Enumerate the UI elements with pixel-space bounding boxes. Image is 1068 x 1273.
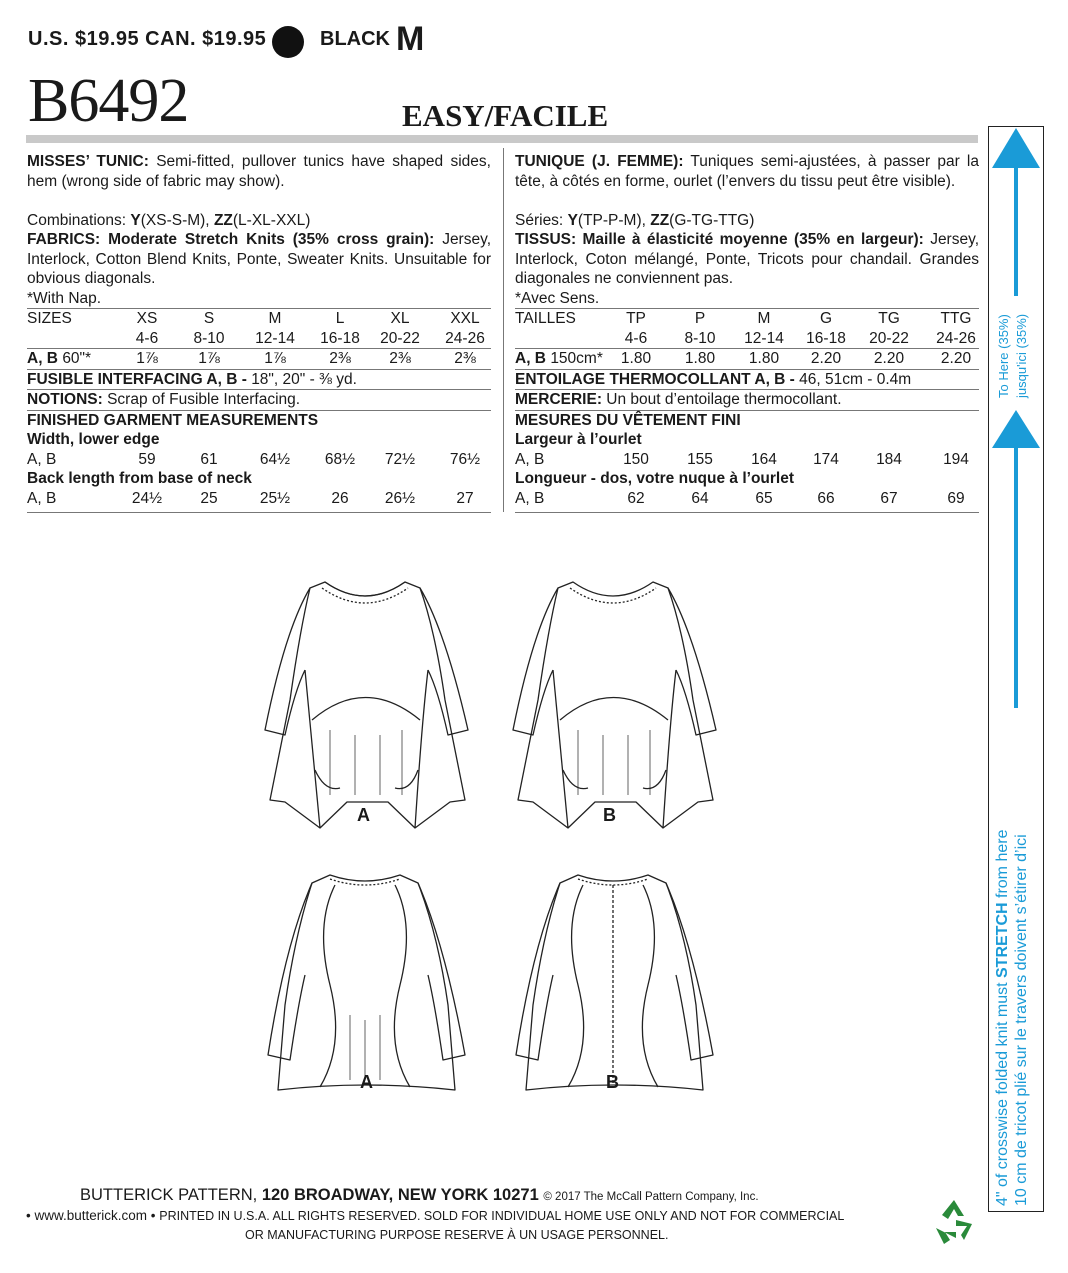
yardage-cell: 1⅞	[264, 350, 286, 367]
stretch-en-pre: 4" of crosswise folded knit must	[994, 982, 1011, 1206]
size-header: TP	[626, 310, 646, 327]
size-range: 24-26	[445, 329, 485, 347]
measure-cell: 26½	[384, 489, 416, 507]
footer-rights-2: OR MANUFACTURING PURPOSE RESERVE À UN USAGE PERSONNEL.	[245, 1228, 669, 1242]
back-view-a-drawing	[268, 875, 465, 1090]
en-row-label: A, B	[27, 489, 57, 507]
size-header: L	[335, 310, 345, 327]
measure-cell: 26	[331, 489, 349, 507]
measure-cell: 184	[876, 450, 902, 468]
measure-cell: 64	[691, 489, 709, 507]
measure-cell: 194	[943, 450, 969, 468]
column-separator	[503, 148, 504, 512]
size-header: G	[819, 310, 833, 327]
size-header: XL	[390, 310, 410, 327]
stretch-fr: 10 cm de tricot plié sur le travers doivent s’étirer d’ici	[1013, 834, 1030, 1206]
arrow-up-icon	[992, 128, 1040, 296]
en-desc: Semi-fitted, pullover tunics have shaped sides, hem (wrong side of fabric may show).	[27, 153, 491, 190]
measure-cell: 65	[755, 489, 773, 507]
yardage-cell: 2⅜	[389, 350, 411, 367]
measure-cell: 76½	[449, 450, 481, 468]
fr-notions-label: MERCERIE:	[515, 391, 602, 408]
size-header: M	[757, 310, 771, 327]
measure-cell: 68½	[324, 450, 356, 468]
en-width-row	[27, 450, 491, 470]
size-range: 12-14	[744, 329, 784, 347]
en-title: MISSES’ TUNIC:	[27, 153, 149, 170]
yardage-cell: 2⅜	[454, 350, 476, 367]
en-ab-width: 60"*	[62, 350, 92, 367]
measure-cell: 25	[200, 489, 218, 507]
yardage-cell: 1⅞	[136, 350, 158, 367]
footer-copyright: © 2017 The McCall Pattern Company, Inc.	[543, 1191, 759, 1203]
front-view-a-drawing	[265, 582, 468, 828]
fr-back-row	[515, 489, 979, 509]
fr-title: TUNIQUE (J. FEMME):	[515, 153, 684, 170]
stretch-en-bold: STRETCH	[994, 902, 1011, 978]
fr-nap: *Avec Sens.	[515, 289, 600, 307]
en-combinations-label: Combinations:	[27, 211, 127, 229]
to-here-fr: jusqu'ici (35%)	[1014, 313, 1029, 398]
en-size-ranges-row	[27, 329, 491, 349]
pattern-number: B6492	[28, 67, 189, 135]
stretch-en-post: from here	[994, 829, 1011, 898]
footer-company: BUTTERICK PATTERN,	[80, 1186, 258, 1204]
size-range: 4-6	[624, 329, 648, 347]
yardage-cell: 2⅜	[329, 350, 351, 367]
fr-width-row	[515, 450, 979, 470]
measure-cell: 27	[456, 489, 474, 507]
measure-cell: 62	[627, 489, 645, 507]
en-comb-y-sizes: (XS-S-M),	[140, 211, 210, 229]
fr-notions-text: Un bout d’entoilage thermocollant.	[606, 391, 842, 408]
en-comb-y: Y	[130, 211, 141, 229]
en-comb-zz: ZZ	[213, 211, 233, 229]
size-header: M	[268, 310, 282, 327]
fr-finished-label: MESURES DU VÊTEMENT FINI	[515, 411, 741, 429]
en-back-row	[27, 489, 491, 509]
back-view-b-drawing	[516, 875, 713, 1090]
measure-cell: 164	[751, 450, 777, 468]
yardage-cell: 2.20	[810, 350, 842, 367]
measure-cell: 66	[817, 489, 835, 507]
size-range: 8-10	[193, 329, 225, 347]
en-back-label: Back length from base of neck	[27, 470, 252, 487]
footer-company-line	[80, 1186, 759, 1205]
en-notions-text: Scrap of Fusible Interfacing.	[107, 391, 301, 408]
en-row-label: A, B	[27, 450, 57, 468]
fr-fabrics-text: Jersey, Interlock, Coton mélangé, Ponte, Tricots pour chandail. Grandes diagonales ne conviennent pas.	[515, 231, 979, 287]
size-range: 20-22	[869, 329, 909, 347]
footer-rights-line: • www.butterick.com • PRINTED IN U.S.A. ALL RIGHTS RESERVED. SOLD FOR INDIVIDUAL HOME USE ONLY AND NOT FOR COMMERCIAL	[26, 1208, 845, 1223]
fr-width-label: Largeur à l’ourlet	[515, 431, 642, 448]
fr-comb-y: Y	[567, 211, 578, 229]
size-header: XXL	[450, 310, 480, 327]
en-fusible-label: FUSIBLE INTERFACING A, B -	[27, 370, 247, 388]
size-header: TTG	[940, 310, 972, 327]
measure-cell: 24½	[131, 489, 163, 507]
stretch-arrows	[990, 126, 1042, 716]
fr-size-ranges-row	[515, 329, 979, 349]
yardage-cell: 2.20	[873, 350, 905, 367]
size-header: P	[694, 310, 706, 327]
size-range: 8-10	[684, 329, 716, 347]
price-label: U.S. $19.95 CAN. $19.95	[28, 28, 267, 50]
recycle-icon	[928, 1196, 980, 1248]
measure-cell: 174	[813, 450, 839, 468]
fr-sizes-row	[515, 309, 979, 329]
en-finished-label: FINISHED GARMENT MEASUREMENTS	[27, 411, 319, 429]
fr-fusible-label: ENTOILAGE THERMOCOLLANT A, B -	[515, 370, 795, 388]
fr-fusible-text: 46, 51cm - 0.4m	[799, 370, 912, 388]
circle-icon	[272, 26, 304, 58]
en-fabrics-label: FABRICS: Moderate Stretch Knits (35% cross grain):	[27, 231, 435, 248]
size-range: 16-18	[806, 329, 846, 347]
yardage-cell: 1.80	[684, 350, 716, 367]
size-range: 4-6	[135, 329, 159, 347]
fr-comb-zz-sizes: (G-TG-TTG)	[669, 211, 755, 229]
en-fabrics-text: Jersey, Interlock, Cotton Blend Knits, Ponte, Sweater Knits. Unsuitable for obvious diagonals.	[27, 231, 491, 287]
yardage-cell: 1.80	[748, 350, 780, 367]
size-code: M	[396, 20, 425, 58]
view-label-back-a: A	[360, 1072, 373, 1092]
view-label-back-b: B	[606, 1072, 619, 1092]
yardage-cell: 2.20	[940, 350, 972, 367]
en-sizes-label: SIZES	[27, 310, 72, 327]
en-sizes-row	[27, 309, 491, 329]
fr-ab-label: A, B	[515, 350, 546, 367]
en-nap: *With Nap.	[27, 289, 102, 307]
measure-cell: 69	[947, 489, 965, 507]
footer-website[interactable]: www.butterick.com	[34, 1208, 148, 1223]
en-comb-zz-sizes: (L-XL-XXL)	[232, 211, 311, 229]
size-range: 20-22	[380, 329, 420, 347]
measure-cell: 150	[623, 450, 649, 468]
footer-rights-1: PRINTED IN U.S.A. ALL RIGHTS RESERVED. SOLD FOR INDIVIDUAL HOME USE ONLY AND NOT FOR COMMERCIAL	[159, 1209, 845, 1223]
fr-sizes-label: TAILLES	[515, 310, 576, 327]
fr-series-label: Séries:	[515, 211, 564, 229]
stretch-en	[994, 830, 1012, 1206]
front-view-b-drawing	[513, 582, 716, 828]
fr-desc: Tuniques semi-ajustées, à passer par la tête, à côtés en forme, ourlet (l’envers du tissu peut être visible).	[515, 153, 979, 190]
measure-cell: 67	[880, 489, 898, 507]
measure-cell: 59	[138, 450, 156, 468]
garment-illustrations	[250, 570, 730, 1130]
fr-row-label: A, B	[515, 450, 545, 468]
fr-fabrics-label: TISSUS: Maille à élasticité moyenne (35% en largeur):	[515, 231, 924, 248]
fr-back-label: Longueur - dos, votre nuque à l’ourlet	[515, 470, 795, 487]
en-fusible-text: 18", 20" - ⅜ yd.	[251, 370, 357, 388]
divider	[515, 512, 979, 513]
yardage-cell: 1⅞	[198, 350, 220, 367]
fr-yardage-row	[515, 349, 979, 369]
en-ab-label: A, B	[27, 350, 58, 367]
size-header: TG	[878, 310, 900, 327]
size-range: 16-18	[320, 329, 360, 347]
footer-address: 120 BROADWAY, NEW YORK 10271	[261, 1186, 539, 1204]
size-header: S	[203, 310, 215, 327]
en-width-label: Width, lower edge	[27, 431, 160, 448]
view-label-front-a: A	[357, 805, 370, 825]
fr-comb-y-sizes: (TP-P-M),	[577, 211, 646, 229]
french-column	[515, 152, 979, 513]
color-label: BLACK	[320, 28, 390, 50]
en-yardage-row	[27, 349, 491, 369]
measure-cell: 72½	[384, 450, 416, 468]
to-here-en: To Here (35%)	[996, 314, 1011, 398]
en-notions-label: NOTIONS:	[27, 391, 103, 408]
yardage-cell: 1.80	[620, 350, 652, 367]
header-rule	[26, 135, 978, 143]
fr-comb-zz: ZZ	[650, 211, 670, 229]
difficulty-label: EASY/FACILE	[402, 98, 609, 133]
english-column	[27, 152, 491, 513]
measure-cell: 155	[687, 450, 713, 468]
size-range: 12-14	[255, 329, 295, 347]
fr-row-label: A, B	[515, 489, 545, 507]
fr-ab-width: 150cm*	[550, 350, 603, 367]
view-label-front-b: B	[603, 805, 616, 825]
divider	[27, 512, 491, 513]
arrow-up-icon	[992, 410, 1040, 708]
size-range: 24-26	[936, 329, 976, 347]
measure-cell: 64½	[259, 450, 291, 468]
size-header: XS	[136, 310, 158, 327]
measure-cell: 25½	[259, 489, 291, 507]
measure-cell: 61	[200, 450, 218, 468]
